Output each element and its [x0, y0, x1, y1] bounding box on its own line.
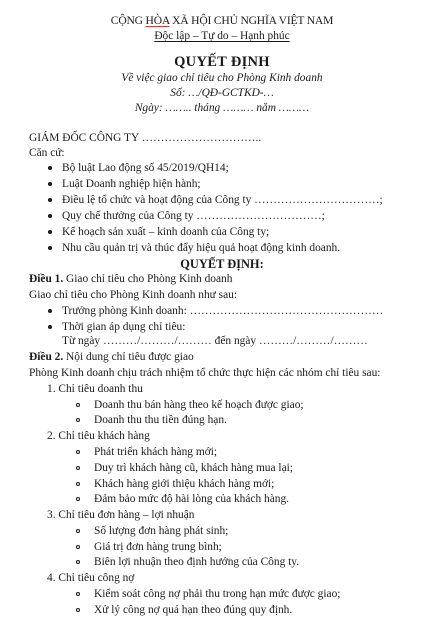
target-item-text: Đảm bảo mức độ hài lòng của khách hàng. [94, 493, 290, 505]
target-item [76, 604, 292, 618]
grounds-item-text: Kế hoạch sản xuất – kinh doanh của Công ty; [62, 226, 270, 238]
circle-bullet-icon [76, 545, 80, 549]
target-group-title: 1. Chỉ tiêu doanh thu [47, 383, 143, 395]
motto: Độc lập – Tự do – Hạnh phúc [154, 30, 290, 42]
target-group-title: 4. Chỉ tiêu công nợ [47, 572, 135, 584]
national-title-part: CỘNG [110, 14, 146, 27]
grounds-item [48, 242, 340, 256]
target-item-text: Biên lợi nhuận theo định hướng của Công ty. [94, 556, 300, 568]
article-1-heading [29, 273, 232, 287]
grounds-item [48, 162, 229, 176]
target-item [76, 462, 293, 476]
article-2-title: Nội dung chỉ tiêu được giao [63, 351, 194, 363]
circle-bullet-icon [76, 466, 80, 470]
grounds-item [48, 210, 325, 224]
national-title-part: XÃ HỘI CHỦ NGHĨA VIỆT NAM [169, 14, 334, 27]
article-1-intro: Giao chỉ tiêu cho Phòng Kinh doanh như sau: [29, 289, 238, 301]
grounds-item-text: Bộ luật Lao động số 45/2019/QH14; [62, 162, 229, 174]
target-item-text: Kiểm soát công nợ phải thu trong hạn mức được giao; [94, 588, 341, 600]
article-2-heading [29, 351, 194, 365]
grounds-item-text: Luật Doanh nghiệp hiện hành; [62, 178, 201, 190]
target-item-text: Số lượng đơn hàng phát sinh; [94, 525, 229, 537]
decision-date: Ngày: …….. tháng ……… năm ……… [134, 102, 310, 114]
target-item [76, 588, 340, 602]
grounds-item-text: Điều lệ tổ chức và hoạt động của Công ty ……………………………; [62, 194, 383, 206]
authority-line: GIÁM ĐỐC CÔNG TY ………………………….. [29, 132, 262, 144]
target-group-title: 2. Chỉ tiêu khách hàng [47, 430, 150, 442]
grounds-item [48, 178, 201, 192]
grounds-item [48, 194, 383, 208]
target-item [76, 541, 222, 555]
article-1-item [48, 321, 185, 335]
circle-bullet-icon [76, 529, 80, 533]
national-title-highlight: HÒA [145, 14, 170, 27]
article-1-label: Điều 1. [29, 273, 64, 285]
period-label: Thời gian áp dụng chỉ tiêu: [62, 321, 186, 333]
target-item [76, 414, 227, 428]
bullet-icon [48, 246, 52, 250]
circle-bullet-icon [76, 403, 80, 407]
bullet-icon [48, 182, 52, 186]
circle-bullet-icon [76, 592, 80, 596]
target-group-title: 3. Chỉ tiêu đơn hàng – lợi nhuận [47, 509, 195, 521]
bullet-icon [48, 166, 52, 170]
decision-subject: Về việc giao chỉ tiêu cho Phòng Kinh doanh [121, 72, 323, 84]
motto-line [0, 30, 444, 44]
target-item-text: Doanh thu thu tiền đúng hạn. [94, 414, 227, 426]
target-item [76, 525, 228, 539]
circle-bullet-icon [76, 482, 80, 486]
article-2-label: Điều 2. [29, 351, 64, 363]
grounds-item-text: Quy chế thưởng của Công ty ……………………………; [62, 210, 325, 222]
grounds-item-text: Nhu cầu quản trị và thúc đẩy hiệu quả hoạt động kinh doanh. [62, 242, 341, 254]
bullet-icon [48, 198, 52, 202]
national-title [0, 14, 444, 28]
head-of-dept-text: Trưởng phòng Kinh doanh: …………………………………………… [62, 305, 384, 317]
period-value: Từ ngày ………/………/……… đến ngày ………/………/……… [62, 335, 368, 347]
target-item-text: Doanh thu bán hàng theo kế hoạch được giao; [94, 399, 304, 411]
decision-title: QUYẾT ĐỊNH [174, 54, 270, 70]
article-2-intro: Phòng Kinh doanh chịu trách nhiệm tổ chức thực hiện các nhóm chỉ tiêu sau: [29, 367, 381, 379]
target-item [76, 399, 304, 413]
based-on-label: Căn cứ: [29, 147, 65, 159]
circle-bullet-icon [76, 560, 80, 564]
decision-number: Số: …/QĐ-GCTKD-… [170, 87, 274, 99]
target-item-text: Phát triển khách hàng mới; [94, 446, 218, 458]
target-item-text: Khách hàng giới thiệu khách hàng mới; [94, 478, 275, 490]
article-1-item [48, 305, 383, 319]
article-1-title: Giao chỉ tiêu cho Phòng Kinh doanh [63, 273, 233, 285]
circle-bullet-icon [76, 418, 80, 422]
circle-bullet-icon [76, 497, 80, 501]
decides-heading: QUYẾT ĐỊNH: [180, 257, 264, 271]
target-item [76, 556, 299, 570]
target-item [76, 446, 217, 460]
grounds-item [48, 226, 269, 240]
bullet-icon [48, 309, 52, 313]
target-item-text: Giá trị đơn hàng trung bình; [94, 541, 222, 553]
bullet-icon [48, 325, 52, 329]
target-item-text: Duy trì khách hàng cũ, khách hàng mua lại; [94, 462, 293, 474]
bullet-icon [48, 214, 52, 218]
circle-bullet-icon [76, 450, 80, 454]
target-item-text: Xử lý công nợ quá hạn theo đúng quy định. [94, 604, 293, 616]
target-item [76, 478, 274, 492]
bullet-icon [48, 230, 52, 234]
target-item [76, 493, 289, 507]
